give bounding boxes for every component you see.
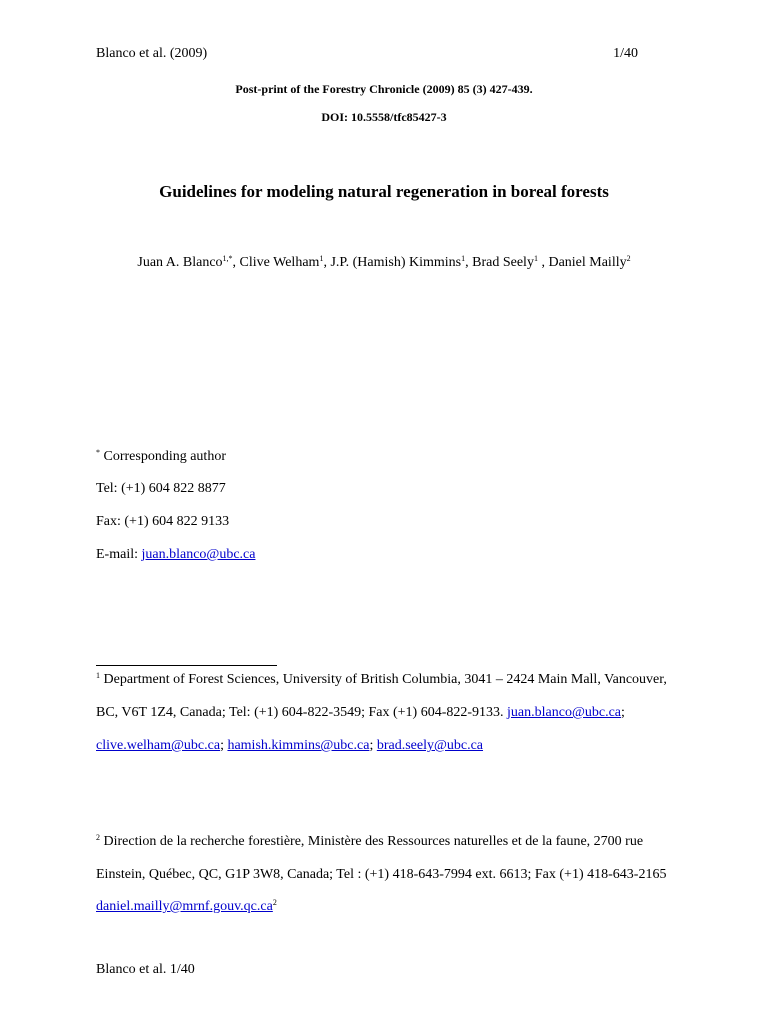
page-number: 1/40: [613, 46, 638, 61]
corresponding-email-link[interactable]: juan.blanco@ubc.ca: [141, 547, 256, 562]
footnote-2-line-1: $^2$ Direction de la recherche forestière, Ministère des Ressources naturelles et de la faune, 2700 rue: [96, 833, 644, 849]
fax: Fax: (+1) 604 822 9133: [96, 514, 230, 529]
footnote-1-line-1: $^1$ Department of Forest Sciences, University of British Columbia, 3041 – 2424 Main Mall, Vancouver,: [96, 671, 667, 687]
email-link-seely[interactable]: brad.seely@ubc.ca: [376, 738, 484, 753]
citation-line: Post-print of the Forestry Chronicle (2009) 85 (3) 427-439.: [235, 82, 533, 96]
email-link-kimmins[interactable]: hamish.kimmins@ubc.ca: [227, 738, 370, 753]
author-1: Juan A. Blanco$^{1,*}$,: [137, 254, 240, 270]
footnote-2-line-2: Einstein, Québec, QC, G1P 3W8, Canada; Tel : (+1) 418-643-7994 ext. 6613; Fax (+1) 418-643-2165: [96, 867, 667, 882]
email-link-blanco[interactable]: juan.blanco@ubc.ca: [507, 705, 622, 720]
author-list: [0, 255, 768, 271]
author-3: J.P. (Hamish) Kimmins$^1$,: [330, 254, 473, 270]
footnote-2-line-3: $daniel.mailly@mrnf.gouv.qc.ca^2$: [96, 898, 277, 914]
email-line: E-mail: juan.blanco@ubc.ca: [96, 547, 256, 562]
running-header-left: Blanco et al. (2009): [96, 46, 208, 61]
doi-line: DOI: 10.5558/tfc85427-3: [321, 110, 447, 124]
paper-title: Guidelines for modeling natural regeneration in boreal forests: [159, 182, 609, 201]
author-5: Daniel Mailly$^2$: [548, 254, 631, 270]
footnote-separator: [96, 665, 277, 666]
email-link-welham[interactable]: clive.welham@ubc.ca: [96, 738, 221, 753]
email-link-mailly[interactable]: daniel.mailly@mrnf.gouv.qc.ca: [96, 899, 273, 914]
footnote-1-line-3: clive.welham@ubc.ca; hamish.kimmins@ubc.ca; brad.seely@ubc.ca: [96, 738, 484, 753]
footnote-1-line-2: BC, V6T 1Z4, Canada; Tel: (+1) 604-822-3549; Fax (+1) 604-822-9133. juan.blanco@ubc.ca;: [96, 705, 625, 720]
author-2: Clive Welham$^1$,: [239, 254, 331, 270]
telephone: Tel: (+1) 604 822 8877: [96, 481, 226, 496]
corresponding-author-note: * Corresponding author: [96, 448, 226, 464]
page-footer: Blanco et al. 1/40: [96, 962, 195, 977]
author-4: Brad Seely$^1$ ,: [472, 254, 549, 270]
